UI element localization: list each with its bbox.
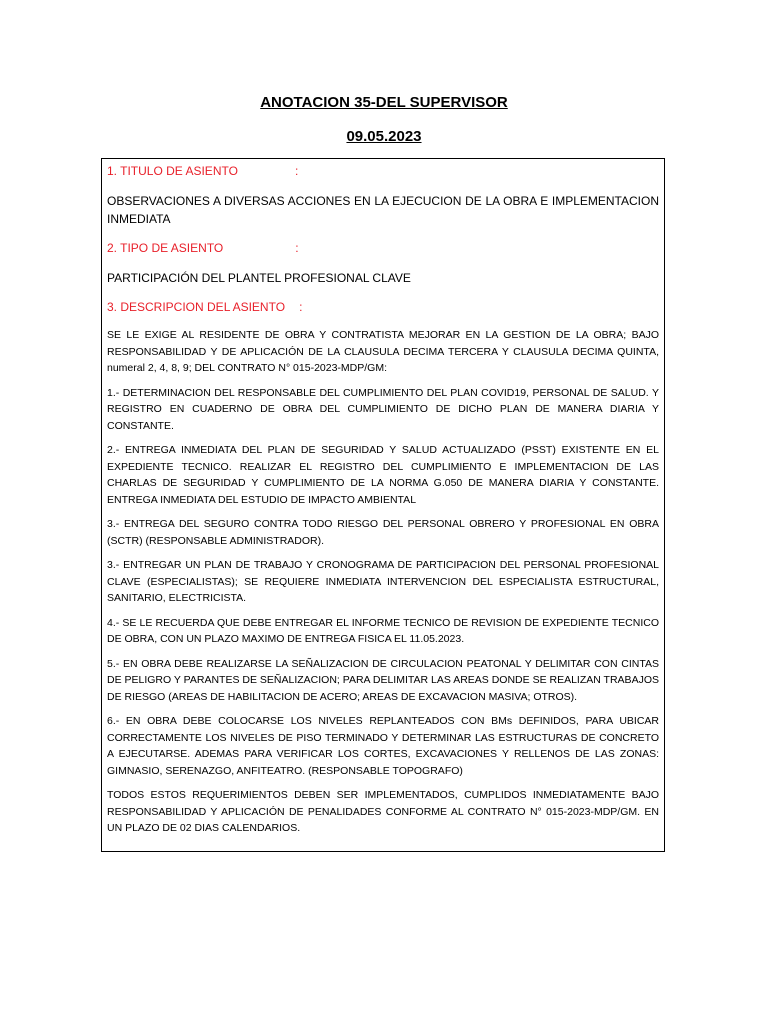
description-paragraph: 4.- SE LE RECUERDA QUE DEBE ENTREGAR EL INFORME TECNICO DE REVISION DE EXPEDIENTE TECNICO DE OBRA, CON UN PLAZO MAXIMO DE ENTREGA FISICA EL 11.05.2023.	[107, 616, 659, 645]
section-3-heading	[107, 299, 659, 315]
document-date: 09.05.2023	[346, 128, 422, 145]
description-paragraph: 6.- EN OBRA DEBE COLOCARSE LOS NIVELES REPLANTEADOS CON BMs DEFINIDOS, PARA UBICAR CORRECTAMENTE LOS NIVELES DE PISO TERMINADO Y DETERMINAR LAS ESTRUCTURAS DE CONCRETO A EJECUTARSE. ADEMAS PARA VERIFICAR LOS CORTES, EXCAVACIONES Y RELLENOS DE LAS ZONAS: GIMNASIO, SERENAZGO, ANFITEATRO. (RESPONSABLE TOPOGRAFO)	[107, 715, 659, 777]
description-paragraph: 3.- ENTREGA DEL SEGURO CONTRA TODO RIESGO DEL PERSONAL OBRERO Y PROFESIONAL EN OBRA (SCTR) (RESPONSABLE ADMINISTRADOR).	[107, 518, 659, 547]
section-2-colon: :	[295, 241, 299, 255]
document-title: ANOTACION 35-DEL SUPERVISOR	[260, 94, 508, 111]
section-3-colon: :	[299, 300, 303, 314]
description-paragraph: 1.- DETERMINACION DEL RESPONSABLE DEL CUMPLIMIENTO DEL PLAN COVID19, PERSONAL DE SALUD. Y REGISTRO EN CUADERNO DE OBRA DEL CUMPLIMIENTO DE DICHO PLAN DE MANERA DIARIA Y CONSTANTE.	[107, 386, 659, 432]
section-3-label: 3. DESCRIPCION DEL ASIENTO	[107, 300, 286, 314]
section-1-text: OBSERVACIONES A DIVERSAS ACCIONES EN LA EJECUCION DE LA OBRA E IMPLEMENTACION INMEDIATA	[107, 194, 659, 226]
section-1-label: 1. TITULO DE ASIENTO	[107, 164, 238, 178]
description-paragraph: TODOS ESTOS REQUERIMIENTOS DEBEN SER IMPLEMENTADOS, CUMPLIDOS INMEDIATAMENTE BAJO RESPONSABILIDAD Y APLICACIÓN DE PENALIDADES CONFORME AL CONTRATO N° 015-2023-MDP/GM. EN UN PLAZO DE 02 DIAS CALENDARIOS.	[107, 789, 659, 834]
section-2-text: PARTICIPACIÓN DEL PLANTEL PROFESIONAL CLAVE	[107, 271, 411, 285]
section-1-colon: :	[294, 164, 299, 178]
entry-box	[101, 158, 665, 852]
description-paragraph: 3.- ENTREGAR UN PLAN DE TRABAJO Y CRONOGRAMA DE PARTICIPACION DEL PERSONAL PROFESIONAL CLAVE (ESPECIALISTAS); SE REQUIERE INMEDIATA INTERVENCION DEL ESPECIALISTA ESTRUCTURAL, SANITARIO, ELECTRICISTA.	[107, 559, 659, 604]
section-2-heading	[107, 240, 659, 256]
section-1-heading	[107, 163, 659, 179]
description-paragraph: 2.- ENTREGA INMEDIATA DEL PLAN DE SEGURIDAD Y SALUD ACTUALIZADO (PSST) EXISTENTE EN EL EXPEDIENTE TECNICO. REALIZAR EL REGISTRO DEL CUMPLIMIENTO E IMPLEMENTACION DE LAS CHARLAS DE SEGURIDAD Y CUMPLIMIENTO DE LA NORMA G.050 DE MANERA DIARIA Y CONSTANTE. ENTREGA INMEDIATA DEL ESTUDIO DE IMPACTO AMBIENTAL	[107, 444, 659, 506]
description-paragraph: 5.- EN OBRA DEBE REALIZARSE LA SEÑALIZACION DE CIRCULACION PEATONAL Y DELIMITAR CON CINTAS DE PELIGRO Y PARANTES DE SEÑALIZACION; PARA DELIMITAR LAS AREAS DONDE SE REALIZAN TRABAJOS DE RIESGO (AREAS DE HABILITACION DE ACERO; AREAS DE EXCAVACION MASIVA; OTROS).	[107, 657, 659, 703]
section-2-label: 2. TIPO DE ASIENTO	[107, 241, 224, 255]
description-paragraph: SE LE EXIGE AL RESIDENTE DE OBRA Y CONTRATISTA MEJORAR EN LA GESTION DE LA OBRA; BAJO RESPONSABILIDAD Y DE APLICACIÓN DE LA CLAUSULA DECIMA TERCERA Y CLAUSULA DECIMA QUINTA, numeral 2, 4, 8, 9; DEL CONTRATO N° 015-2023-MDP/GM:	[107, 329, 659, 374]
